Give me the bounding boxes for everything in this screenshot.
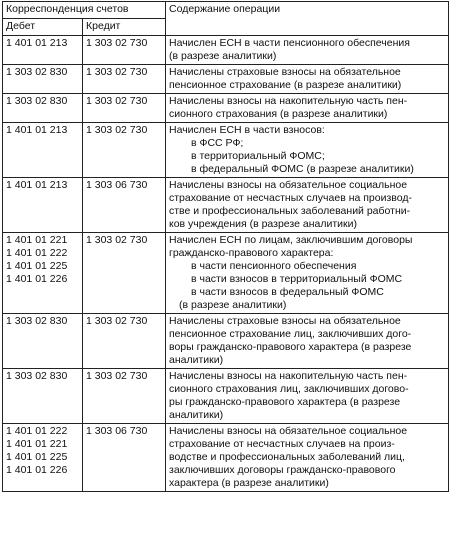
debit-account-cell-line: 1 401 01 222 [6, 247, 68, 259]
operation-description-cell-line: Начислен ЕСН в части пенсионного обеспечения [169, 37, 410, 49]
operation-header: Содержание операции [166, 2, 449, 36]
credit-account-cell [83, 178, 166, 233]
operation-description-cell-line: в части пенсионного обеспечения [191, 260, 357, 272]
operation-description-cell [166, 369, 449, 424]
operation-description-cell-line: (в разрезе аналитики) [169, 50, 277, 62]
debit-account-cell-line: 1 401 01 213 [6, 124, 68, 136]
debit-account-cell-line: 1 401 01 221 [6, 438, 68, 450]
credit-account-cell [83, 424, 166, 492]
operation-description-cell-line: характера (в разрезе аналитики) [169, 477, 329, 489]
operation-description-cell-line: Начислены взносы на накопительную часть пен- [169, 95, 408, 107]
debit-account-cell [3, 314, 83, 369]
operation-description-cell-line: сионного страхования лиц, заключивших догово- [169, 383, 409, 395]
correspondence-header: Корреспонденция счетов [3, 2, 166, 19]
debit-account-cell [3, 94, 83, 123]
operation-description-cell-line: ры гражданско-правового характера (в разрезе [169, 396, 401, 408]
operation-description-cell [166, 178, 449, 233]
debit-account-cell [3, 123, 83, 178]
operation-description-cell-line: сионного страхования (в разрезе аналитики) [169, 108, 388, 120]
table-row [3, 314, 449, 369]
operation-description-cell-line: в части взносов в территориальный ФОМС [191, 273, 403, 285]
table-row [3, 233, 449, 314]
debit-header: Дебет [3, 19, 83, 36]
debit-account-cell-line: 1 401 01 213 [6, 37, 68, 49]
debit-account-cell [3, 233, 83, 314]
table-row [3, 178, 449, 233]
credit-account-cell [83, 36, 166, 65]
debit-account-cell-line: 1 401 01 213 [6, 179, 68, 191]
credit-account-cell-line: 1 303 06 730 [86, 425, 148, 437]
operation-description-cell [166, 233, 449, 314]
operation-description-cell-line: аналитики) [169, 409, 224, 421]
accounting-entries-table [2, 1, 449, 492]
operation-description-cell [166, 424, 449, 492]
debit-account-cell [3, 369, 83, 424]
operation-description-cell [166, 36, 449, 65]
credit-account-cell [83, 94, 166, 123]
operation-description-cell-line: в федеральный ФОМС (в разрезе аналитики) [191, 163, 414, 175]
debit-account-cell-line: 1 401 01 225 [6, 260, 68, 272]
operation-description-cell-line: стве и профессиональных заболеваний работни- [169, 205, 411, 217]
credit-account-cell [83, 314, 166, 369]
operation-description-cell-line: аналитики) [169, 354, 224, 366]
credit-account-cell-line: 1 303 06 730 [86, 179, 148, 191]
table-row [3, 65, 449, 94]
operation-description-cell-line: ков учреждения (в разрезе аналитики) [169, 218, 357, 230]
header-row-top [3, 2, 449, 19]
table-row [3, 123, 449, 178]
credit-header: Кредит [83, 19, 166, 36]
operation-description-cell-line: Начислен ЕСН по лицам, заключившим договоры [169, 234, 413, 246]
debit-account-cell-line: 1 401 01 225 [6, 451, 68, 463]
debit-account-cell [3, 65, 83, 94]
operation-description-cell-line: Начислены взносы на накопительную часть пен- [169, 370, 408, 382]
operation-description-cell-line: страхование от несчастных случаев на производ- [169, 192, 412, 204]
operation-description-cell-line: Начислены страховые взносы на обязательное [169, 66, 401, 78]
debit-account-cell [3, 178, 83, 233]
operation-description-cell [166, 94, 449, 123]
operation-description-cell [166, 65, 449, 94]
debit-account-cell [3, 36, 83, 65]
operation-description-cell-line: пенсионное страхование лиц, заключивших дого- [169, 328, 412, 340]
debit-account-cell-line: 1 303 02 830 [6, 315, 68, 327]
operation-description-cell-line: в территориальный ФОМС; [191, 150, 325, 162]
operation-description-cell-line: пенсионное страхование (в разрезе аналитики) [169, 79, 402, 91]
table-row [3, 94, 449, 123]
credit-account-cell [83, 233, 166, 314]
credit-account-cell-line: 1 303 02 730 [86, 66, 148, 78]
credit-account-cell-line: 1 303 02 730 [86, 315, 148, 327]
operation-description-cell-line: Начислены взносы на обязательное социальное [169, 425, 408, 437]
debit-account-cell-line: 1 401 01 221 [6, 234, 68, 246]
operation-description-cell-line: заключивших договоры гражданско-правового [169, 464, 396, 476]
credit-account-cell [83, 369, 166, 424]
credit-account-cell-line: 1 303 02 730 [86, 124, 148, 136]
operation-description-cell-line: Начислены страховые взносы на обязательное [169, 315, 401, 327]
table-row [3, 369, 449, 424]
debit-account-cell [3, 424, 83, 492]
ledger-body [3, 36, 449, 492]
operation-description-cell-line: водстве и профессиональных заболеваний лиц, [169, 451, 405, 463]
operation-description-cell-line: Начислены взносы на обязательное социальное [169, 179, 408, 191]
table-row [3, 36, 449, 65]
debit-account-cell-line: 1 401 01 226 [6, 273, 68, 285]
operation-description-cell-line: Начислен ЕСН в части взносов: [169, 124, 325, 136]
credit-account-cell-line: 1 303 02 730 [86, 370, 148, 382]
operation-description-cell-line: гражданско-правового характера: [169, 247, 334, 259]
credit-account-cell [83, 123, 166, 178]
debit-account-cell-line: 1 303 02 830 [6, 370, 68, 382]
operation-description-cell-line: в ФСС РФ; [191, 137, 244, 149]
credit-account-cell [83, 65, 166, 94]
debit-account-cell-line: 1 303 02 830 [6, 66, 68, 78]
credit-account-cell-line: 1 303 02 730 [86, 95, 148, 107]
operation-description-cell-line: (в разрезе аналитики) [179, 299, 287, 311]
operation-description-cell-line: страхование от несчастных случаев на произ- [169, 438, 395, 450]
operation-description-cell [166, 123, 449, 178]
credit-account-cell-line: 1 303 02 730 [86, 234, 148, 246]
operation-description-cell-line: в части взносов в федеральный ФОМС [191, 286, 384, 298]
operation-description-cell [166, 314, 449, 369]
operation-description-cell-line: воры гражданско-правового характера (в разрезе [169, 341, 412, 353]
debit-account-cell-line: 1 401 01 222 [6, 425, 68, 437]
debit-account-cell-line: 1 401 01 226 [6, 464, 68, 476]
table-row [3, 424, 449, 492]
credit-account-cell-line: 1 303 02 730 [86, 37, 148, 49]
debit-account-cell-line: 1 303 02 830 [6, 95, 68, 107]
